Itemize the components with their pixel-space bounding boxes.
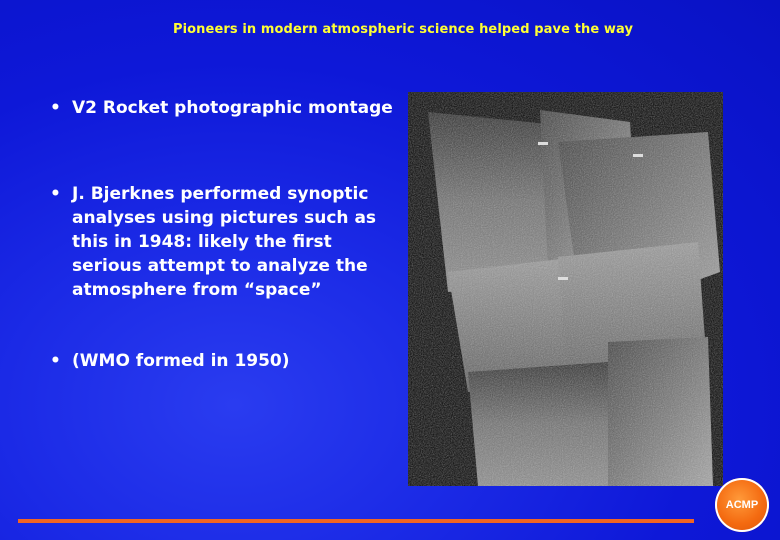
bullet-item (50, 96, 393, 120)
bullet-item (50, 349, 290, 373)
bullet-text: V2 Rocket photographic montage (72, 98, 393, 118)
bullet-item (50, 182, 395, 302)
bullet-dot: • (50, 98, 61, 118)
bullet-text: (WMO formed in 1950) (72, 351, 290, 371)
photo-montage-image (408, 92, 723, 486)
rocket-photo-montage (408, 92, 723, 486)
bullet-text: J. Bjerknes performed synoptic analyses using pictures such as this in 1948: likely the first serious attempt to analyze the atmosphere from “space” (72, 184, 377, 300)
slide-title: Pioneers in modern atmospheric science helped pave the way (172, 22, 634, 37)
logo-text: ACMP (725, 499, 759, 511)
acmp-logo (715, 478, 769, 532)
bullet-dot: • (50, 184, 61, 204)
bullet-dot: • (50, 351, 61, 371)
footer-divider (18, 519, 694, 523)
